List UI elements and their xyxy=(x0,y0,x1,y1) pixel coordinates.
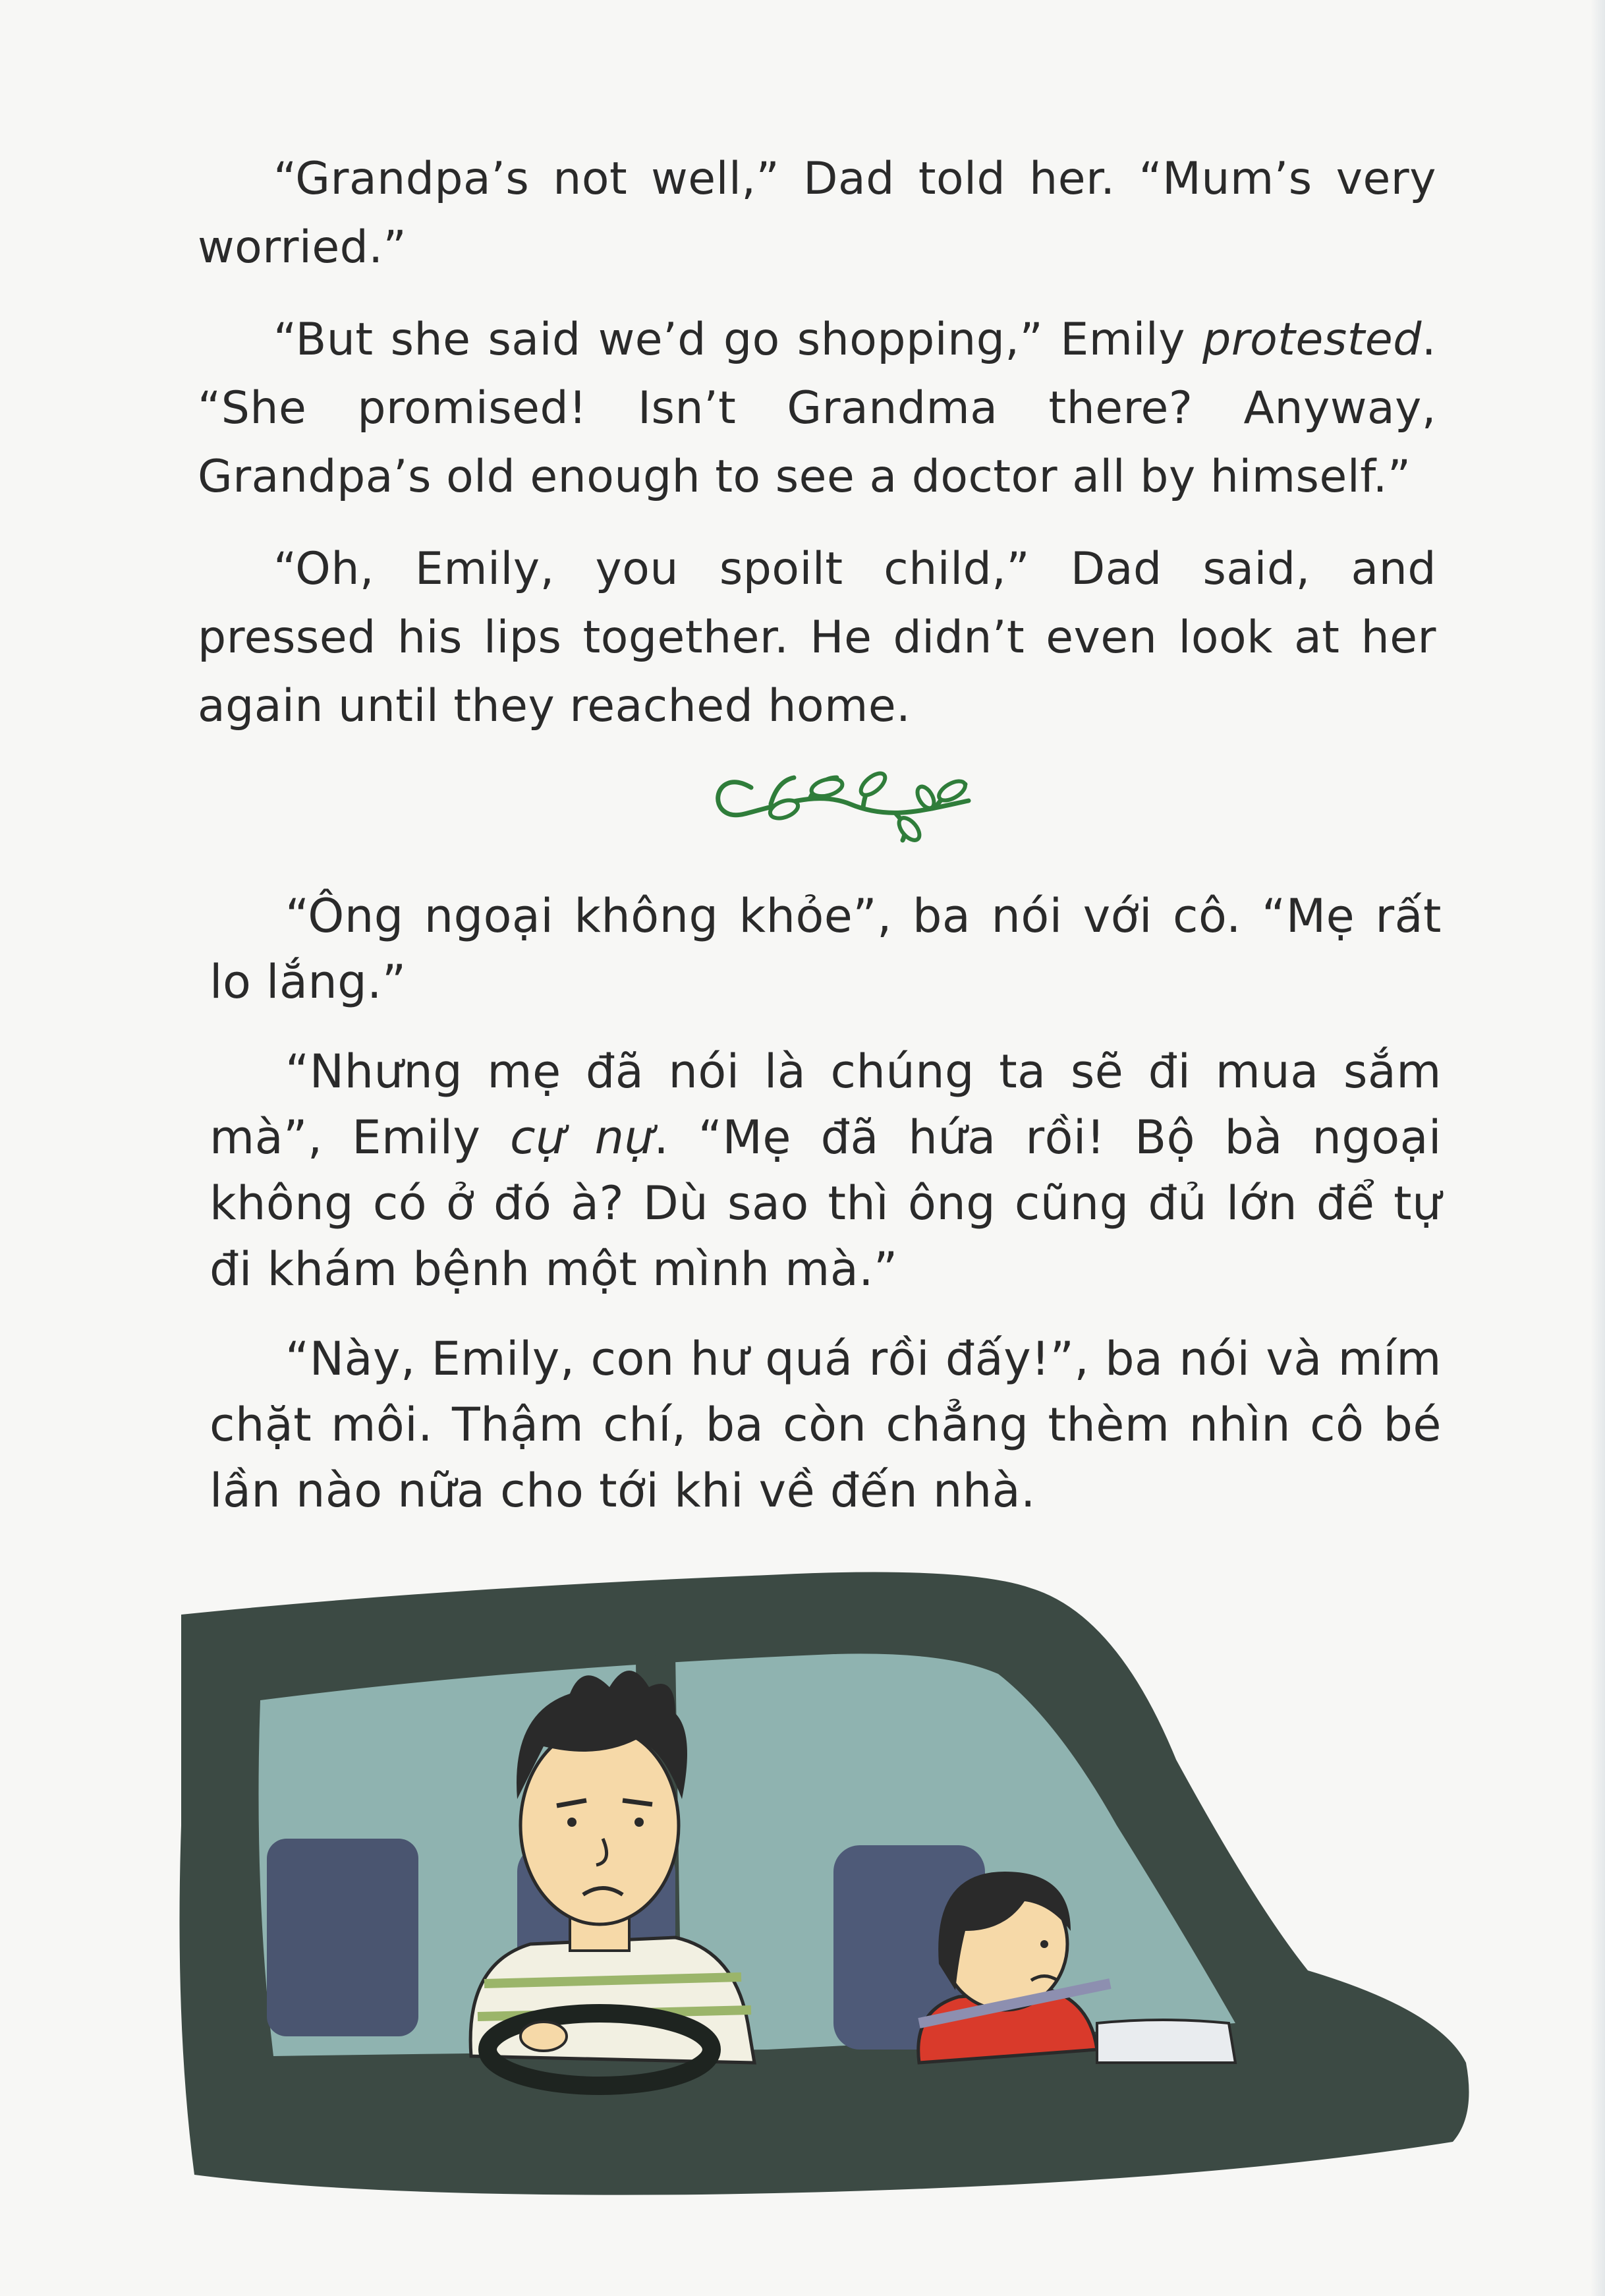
car-scene-illustration xyxy=(175,1562,1479,2208)
english-paragraph-1: “Grandpa’s not well,” Dad told her. “Mum’s very worried.” xyxy=(198,153,1436,273)
vietnamese-paragraph-3: “Này, Emily, con hư quá rồi đấy!”, ba nói và mím chặt môi. Thậm chí, ba còn chẳng thèm nhìn cô bé lần nào nữa cho tới khi về đến nhà. xyxy=(210,1332,1442,1518)
dashboard xyxy=(1097,2020,1235,2063)
vietnamese-paragraph-2 xyxy=(210,1039,1442,1302)
vine-ornament-icon xyxy=(698,751,982,844)
vietnamese-p2-italic: cự nự xyxy=(510,1110,654,1164)
english-p2-italic: protested xyxy=(1202,314,1422,366)
vietnamese-p2-end: . “Mẹ đã hứa rồi! Bộ bà ngoại không có ở đó à? Dù sao thì ông cũng đủ lớn để tự đi khám bệnh một mình mà.” xyxy=(210,1110,1442,1296)
english-paragraph-3: “Oh, Emily, you spoilt child,” Dad said, and pressed his lips together. He didn’t even look at her again until they reached home. xyxy=(198,543,1436,732)
english-paragraph-2 xyxy=(198,306,1436,511)
english-text xyxy=(198,145,1436,764)
back-seat xyxy=(267,1839,418,2036)
english-p2-start: “But she said we’d go shopping,” Emily xyxy=(273,314,1203,366)
english-p2-end: . “She promised! Isn’t Grandma there? Anyway, Grandpa’s old enough to see a doctor all by himself.” xyxy=(198,314,1436,503)
dad-face xyxy=(521,1727,679,1924)
vietnamese-text xyxy=(210,883,1442,1547)
vietnamese-p2-start: “Nhưng mẹ đã nói là chúng ta sẽ đi mua sắm mà”, Emily xyxy=(210,1045,1442,1164)
page-edge xyxy=(1591,0,1605,2296)
vietnamese-paragraph-1: “Ông ngoại không khỏe”, ba nói với cô. “Mẹ rất lo lắng.” xyxy=(210,889,1442,1009)
